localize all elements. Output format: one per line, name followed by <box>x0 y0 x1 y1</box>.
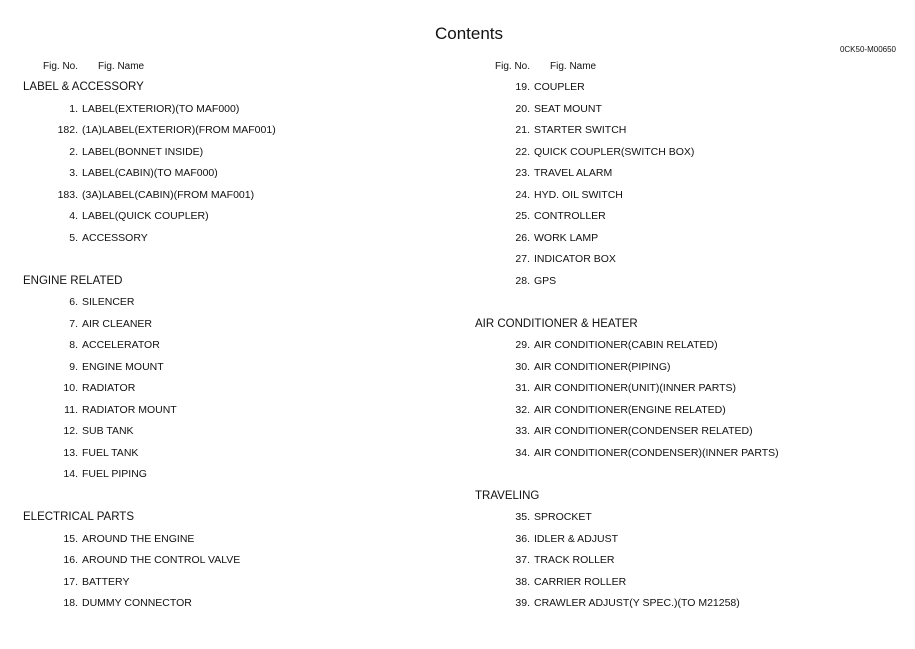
fig-number: 37. <box>515 554 530 566</box>
fig-number: 26. <box>515 231 530 244</box>
contents-entry[interactable] <box>475 337 895 359</box>
fig-number: 39. <box>515 597 530 609</box>
fig-number: 14. <box>63 468 78 480</box>
contents-entry[interactable] <box>475 423 895 445</box>
fig-number: 4. <box>69 210 78 222</box>
contents-entry[interactable] <box>23 230 443 252</box>
fig-number: 21. <box>515 124 530 136</box>
fig-name: LABEL(BONNET INSIDE) <box>82 145 204 158</box>
fig-name: AROUND THE CONTROL VALVE <box>82 554 241 566</box>
fig-number: 11. <box>64 403 78 416</box>
fig-number: 7. <box>69 317 78 330</box>
contents-entry[interactable] <box>23 337 443 359</box>
contents-column-left <box>23 79 443 617</box>
section-spacer <box>23 251 443 273</box>
contents-entry[interactable] <box>23 187 443 209</box>
section-spacer <box>23 488 443 510</box>
fig-name: RADIATOR <box>82 382 136 394</box>
fig-number: 33. <box>515 425 530 437</box>
fig-name: CONTROLLER <box>534 210 606 222</box>
contents-entry[interactable] <box>475 230 895 252</box>
fig-number: 35. <box>515 511 530 523</box>
fig-number: 16. <box>63 554 78 566</box>
section-heading: ELECTRICAL PARTS <box>23 511 134 523</box>
fig-name: RADIATOR MOUNT <box>82 403 177 416</box>
fig-name: WORK LAMP <box>534 231 599 244</box>
fig-number: 22. <box>515 145 530 158</box>
fig-name: STARTER SWITCH <box>534 124 627 136</box>
contents-entry[interactable] <box>23 552 443 574</box>
contents-entry[interactable] <box>475 273 895 295</box>
contents-entry[interactable] <box>475 402 895 424</box>
fig-number: 18. <box>63 597 78 609</box>
fig-name-header-right: Fig. Name <box>550 61 597 72</box>
fig-name: CRAWLER ADJUST(Y SPEC.)(TO M21258) <box>534 597 740 609</box>
section-spacer <box>475 466 895 488</box>
contents-entry[interactable] <box>475 595 895 617</box>
contents-entry[interactable] <box>475 531 895 553</box>
fig-number: 30. <box>515 360 530 373</box>
fig-number: 17. <box>63 575 78 588</box>
fig-name: AIR CONDITIONER(UNIT)(INNER PARTS) <box>534 382 737 394</box>
fig-number: 183. <box>57 188 78 201</box>
fig-name: AIR CONDITIONER(CONDENSER)(INNER PARTS) <box>534 446 779 459</box>
contents-entry[interactable] <box>475 574 895 596</box>
fig-name: CARRIER ROLLER <box>534 575 627 588</box>
contents-entry[interactable] <box>23 531 443 553</box>
fig-number: 8. <box>69 339 78 351</box>
fig-number: 23. <box>515 167 530 179</box>
fig-number: 3. <box>69 167 78 179</box>
contents-entry[interactable] <box>23 423 443 445</box>
contents-entry[interactable] <box>23 595 443 617</box>
fig-number: 31. <box>515 382 530 394</box>
contents-entry[interactable] <box>475 122 895 144</box>
fig-name: TRACK ROLLER <box>534 554 615 566</box>
fig-name: BATTERY <box>82 575 130 588</box>
fig-name: AIR CONDITIONER(CABIN RELATED) <box>534 339 718 351</box>
contents-entry[interactable] <box>23 101 443 123</box>
fig-name: AIR CONDITIONER(ENGINE RELATED) <box>534 403 726 416</box>
fig-name: FUEL PIPING <box>82 468 147 480</box>
fig-number: 1. <box>69 102 78 115</box>
contents-entry[interactable] <box>475 445 895 467</box>
fig-number: 15. <box>63 532 78 545</box>
fig-name: IDLER & ADJUST <box>534 532 619 545</box>
fig-name: AIR CONDITIONER(PIPING) <box>534 360 671 373</box>
page-title: Contents <box>434 24 504 43</box>
fig-number: 29. <box>515 339 530 351</box>
fig-name: SILENCER <box>82 296 135 308</box>
section-heading: ENGINE RELATED <box>23 274 123 287</box>
fig-name: DUMMY CONNECTOR <box>82 597 192 609</box>
contents-entry[interactable] <box>475 509 895 531</box>
contents-entry[interactable] <box>475 101 895 123</box>
section-heading: LABEL & ACCESSORY <box>23 81 144 93</box>
fig-number: 27. <box>515 253 530 265</box>
fig-name: ACCELERATOR <box>82 339 160 351</box>
contents-entry[interactable] <box>475 144 895 166</box>
contents-entry[interactable] <box>475 165 895 187</box>
fig-name: AROUND THE ENGINE <box>82 532 195 545</box>
fig-name: (1A)LABEL(EXTERIOR)(FROM MAF001) <box>82 124 276 136</box>
document-code: 0CK50-M00650 <box>839 45 896 54</box>
fig-no-header-left: Fig. No. <box>43 61 79 72</box>
fig-name: HYD. OIL SWITCH <box>534 188 623 201</box>
fig-name: ENGINE MOUNT <box>82 360 164 373</box>
fig-name: ACCESSORY <box>82 231 148 244</box>
contents-entry[interactable] <box>23 359 443 381</box>
fig-name: INDICATOR BOX <box>534 253 616 265</box>
contents-entry[interactable] <box>23 466 443 488</box>
contents-entry[interactable] <box>475 187 895 209</box>
contents-entry[interactable] <box>23 294 443 316</box>
section-heading: AIR CONDITIONER & HEATER <box>475 317 638 330</box>
fig-number: 13. <box>63 446 78 459</box>
fig-number: 182. <box>57 124 78 136</box>
section-heading: TRAVELING <box>475 489 540 502</box>
fig-number: 9. <box>69 360 78 373</box>
fig-name: LABEL(EXTERIOR)(TO MAF000) <box>82 102 240 115</box>
fig-number: 10. <box>63 382 78 394</box>
fig-number: 2. <box>69 145 78 158</box>
contents-entry[interactable] <box>475 380 895 402</box>
fig-name: LABEL(QUICK COUPLER) <box>82 210 209 222</box>
section-spacer <box>475 294 895 316</box>
fig-name: COUPLER <box>534 81 585 93</box>
fig-number: 25. <box>515 210 530 222</box>
fig-name: AIR CLEANER <box>82 317 153 330</box>
contents-entry[interactable] <box>23 165 443 187</box>
fig-number: 34. <box>515 446 530 459</box>
fig-number: 6. <box>69 296 78 308</box>
fig-number: 5. <box>69 231 78 244</box>
fig-name: AIR CONDITIONER(CONDENSER RELATED) <box>534 425 753 437</box>
fig-name: SUB TANK <box>82 425 134 437</box>
contents-entry[interactable] <box>23 574 443 596</box>
contents-column-right <box>475 79 895 617</box>
contents-entry[interactable] <box>475 79 895 101</box>
fig-name: TRAVEL ALARM <box>534 167 613 179</box>
fig-name: SEAT MOUNT <box>534 102 602 115</box>
contents-entry[interactable] <box>475 208 895 230</box>
fig-number: 19. <box>515 81 530 93</box>
fig-number: 20. <box>515 102 530 115</box>
contents-entry[interactable] <box>23 402 443 424</box>
contents-entry[interactable] <box>23 144 443 166</box>
fig-name: LABEL(CABIN)(TO MAF000) <box>82 167 218 179</box>
contents-entry[interactable] <box>23 380 443 402</box>
fig-name: SPROCKET <box>534 511 592 523</box>
contents-entry[interactable] <box>475 552 895 574</box>
fig-name-header-left: Fig. Name <box>98 61 145 72</box>
contents-entry[interactable] <box>23 122 443 144</box>
contents-entry[interactable] <box>475 251 895 273</box>
fig-name: FUEL TANK <box>82 446 139 459</box>
contents-entry[interactable] <box>23 208 443 230</box>
fig-number: 24. <box>515 188 530 201</box>
fig-name: GPS <box>534 274 557 287</box>
fig-name: (3A)LABEL(CABIN)(FROM MAF001) <box>82 188 255 201</box>
fig-no-header-right: Fig. No. <box>495 61 531 72</box>
fig-number: 38. <box>515 575 530 588</box>
contents-entry[interactable] <box>23 316 443 338</box>
fig-name: QUICK COUPLER(SWITCH BOX) <box>534 145 695 158</box>
contents-entry[interactable] <box>23 445 443 467</box>
fig-number: 32. <box>515 403 530 416</box>
fig-number: 36. <box>515 532 530 545</box>
fig-number: 28. <box>515 274 530 287</box>
contents-entry[interactable] <box>475 359 895 381</box>
fig-number: 12. <box>63 425 78 437</box>
